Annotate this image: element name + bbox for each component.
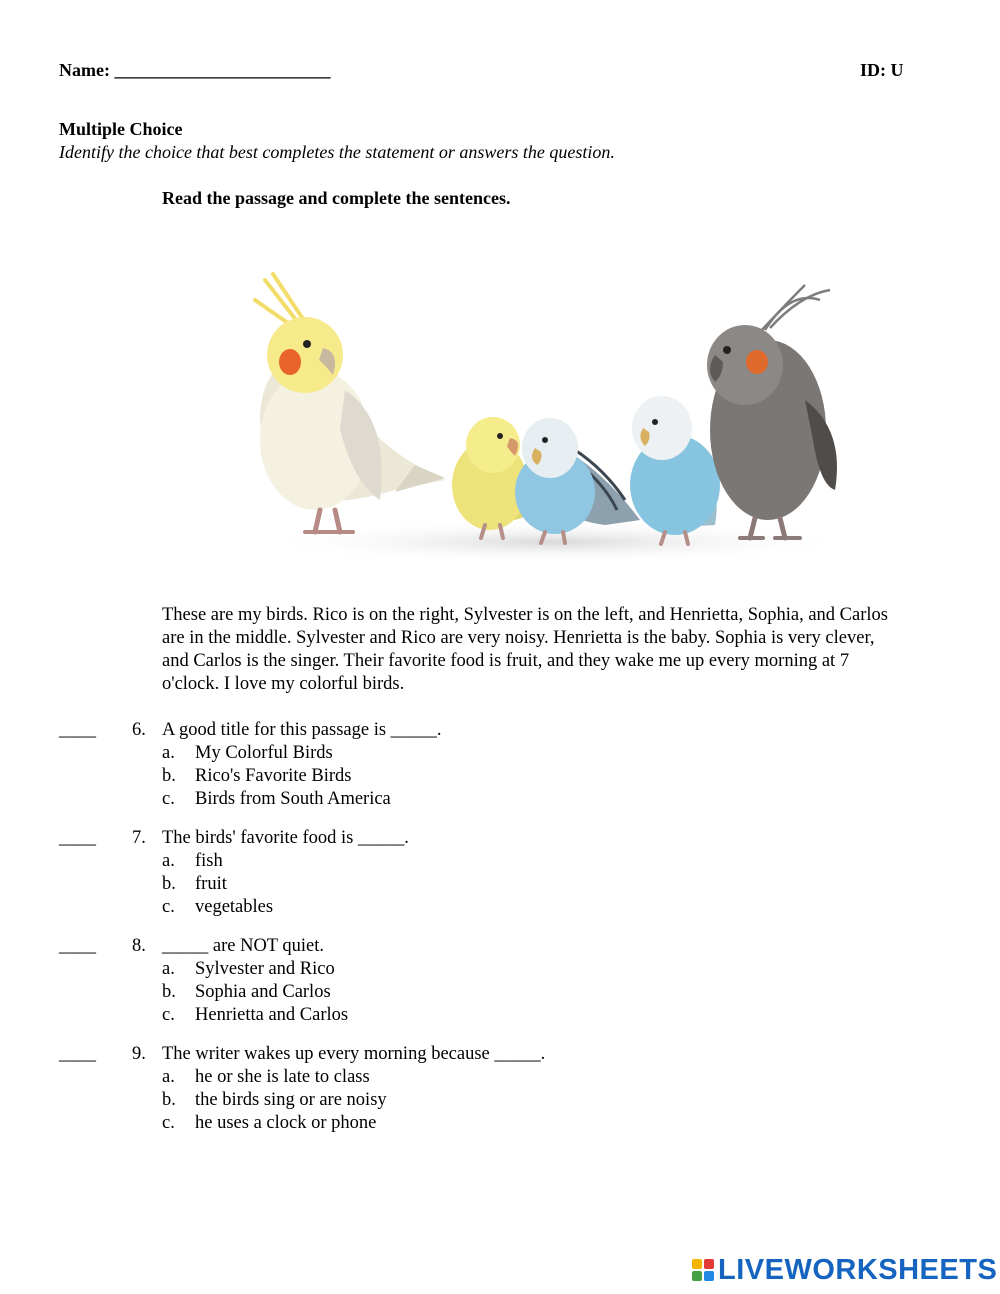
- option-letter: c.: [162, 1005, 175, 1025]
- question-number: 9.: [132, 1044, 146, 1064]
- question-text: A good title for this passage is _____.: [162, 720, 442, 740]
- option-letter: a.: [162, 743, 175, 763]
- option-b[interactable]: [59, 1089, 939, 1112]
- yellow-cockatiel: [255, 274, 445, 532]
- reading-instruction: Read the passage and complete the sentences.: [162, 188, 511, 208]
- grey-cockatiel: [707, 285, 837, 538]
- option-a[interactable]: [59, 1066, 939, 1089]
- passage-line: are in the middle. Sylvester and Rico are very noisy. Henrietta is the baby. Sophia is very clever,: [162, 628, 875, 648]
- option-text: fruit: [195, 874, 227, 894]
- option-text: he uses a clock or phone: [195, 1113, 377, 1133]
- question-text: _____ are NOT quiet.: [162, 936, 325, 956]
- question-number: 8.: [132, 936, 146, 956]
- option-a[interactable]: [59, 742, 939, 765]
- section-title: Multiple Choice: [59, 119, 183, 139]
- option-letter: b.: [162, 1090, 176, 1110]
- option-text: the birds sing or are noisy: [195, 1090, 387, 1110]
- passage-line: and Carlos is the singer. Their favorite food is fruit, and they wake me up every morning at 7: [162, 651, 850, 671]
- option-text: My Colorful Birds: [195, 743, 333, 763]
- section-instructions: Identify the choice that best completes the statement or answers the question.: [59, 142, 615, 162]
- birds-illustration: [245, 270, 865, 570]
- option-text: vegetables: [195, 897, 274, 917]
- answer-blank[interactable]: ____: [59, 828, 96, 848]
- option-c[interactable]: [59, 896, 939, 919]
- option-letter: c.: [162, 789, 175, 809]
- option-c[interactable]: [59, 788, 939, 811]
- option-text: Sophia and Carlos: [195, 982, 331, 1002]
- option-text: Henrietta and Carlos: [195, 1005, 349, 1025]
- option-c[interactable]: [59, 1112, 939, 1135]
- option-text: Rico's Favorite Birds: [195, 766, 352, 786]
- logo-text: LIVEWORKSHEETS: [718, 1253, 998, 1286]
- option-b[interactable]: [59, 765, 939, 788]
- option-letter: a.: [162, 1067, 175, 1087]
- option-text: fish: [195, 851, 223, 871]
- question-number: 6.: [132, 720, 146, 740]
- option-text: he or she is late to class: [195, 1067, 370, 1087]
- question-8: [59, 935, 939, 1027]
- question-9: [59, 1043, 939, 1135]
- reading-passage: [162, 604, 947, 696]
- option-letter: b.: [162, 874, 176, 894]
- option-letter: c.: [162, 1113, 175, 1133]
- answer-blank[interactable]: ____: [59, 720, 96, 740]
- option-letter: a.: [162, 959, 175, 979]
- question-text: The writer wakes up every morning because _____.: [162, 1044, 546, 1064]
- option-letter: b.: [162, 982, 176, 1002]
- answer-blank[interactable]: ____: [59, 1044, 96, 1064]
- question-number: 7.: [132, 828, 146, 848]
- logo-blocks-icon: [692, 1259, 714, 1281]
- question-text: The birds' favorite food is _____.: [162, 828, 409, 848]
- answer-blank[interactable]: ____: [59, 936, 96, 956]
- option-letter: c.: [162, 897, 175, 917]
- question-6: [59, 719, 939, 811]
- id-label: ID: U: [860, 60, 904, 80]
- option-a[interactable]: [59, 850, 939, 873]
- option-c[interactable]: [59, 1004, 939, 1027]
- passage-line: o'clock. I love my colorful birds.: [162, 674, 405, 694]
- option-text: Sylvester and Rico: [195, 959, 335, 979]
- name-field-label: Name: ________________________: [59, 60, 331, 80]
- passage-line: These are my birds. Rico is on the right, Sylvester is on the left, and Henrietta, Sophia, and Carlos: [162, 605, 888, 625]
- option-b[interactable]: [59, 873, 939, 896]
- option-letter: b.: [162, 766, 176, 786]
- option-a[interactable]: [59, 958, 939, 981]
- option-letter: a.: [162, 851, 175, 871]
- option-text: Birds from South America: [195, 789, 391, 809]
- question-7: [59, 827, 939, 919]
- option-b[interactable]: [59, 981, 939, 1004]
- liveworksheets-logo[interactable]: [692, 1253, 997, 1287]
